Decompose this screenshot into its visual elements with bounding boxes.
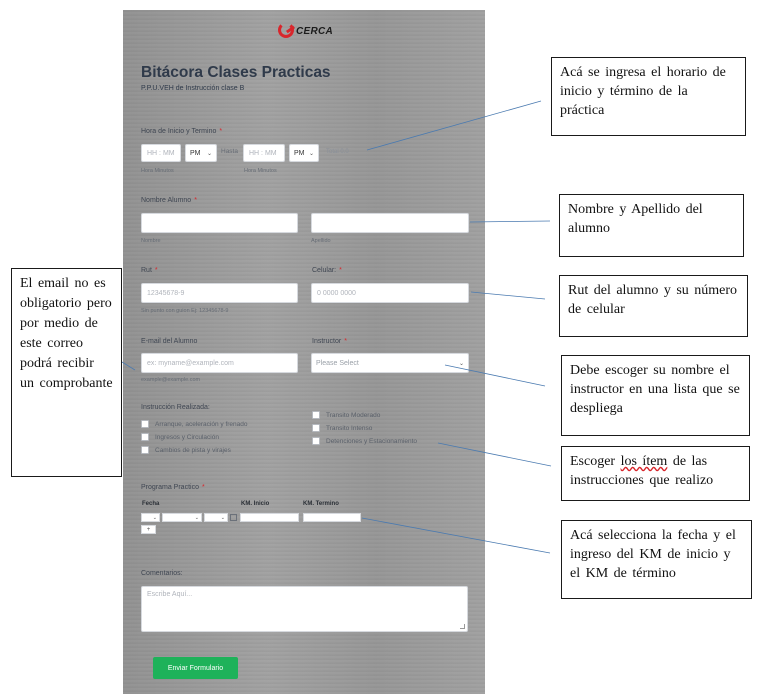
hora-inicio-ampm-select[interactable]: PM ⌄ — [185, 144, 217, 162]
chevron-down-icon: ⌄ — [220, 514, 225, 521]
checkbox-transito-moderado[interactable]: Transito Moderado — [312, 411, 417, 419]
calendar-icon[interactable] — [230, 514, 237, 521]
form-subtitle: P.P.U.VEH de Instrucción clase B — [141, 85, 245, 92]
hora-termino-ampm-select[interactable]: PM ⌄ — [289, 144, 319, 162]
nombre-input[interactable] — [141, 213, 298, 233]
programa-label: Programa Practico * — [141, 484, 205, 491]
checkbox-box[interactable] — [312, 411, 320, 419]
hora-total: Total 0.0 — [326, 149, 349, 155]
chevron-down-icon: ⌄ — [152, 514, 157, 521]
comentarios-textarea[interactable] — [141, 586, 468, 632]
note-fecha: Acá selecciona la fecha y el ingreso del KM de inicio y el KM de término — [561, 520, 752, 599]
km-inicio-input[interactable] — [240, 513, 299, 522]
comentarios-label: Comentarios: — [141, 570, 183, 577]
rut-input[interactable]: 12345678-9 — [141, 283, 298, 303]
hora-inicio-sublabel: Hora Minutos — [141, 168, 174, 174]
note-items: Escoger los ítem de las instrucciones que realizo — [561, 446, 750, 501]
submit-button[interactable]: Enviar Formulario — [153, 657, 238, 679]
resize-handle-icon[interactable] — [460, 624, 465, 629]
email-input[interactable]: ex: myname@example.com — [141, 353, 298, 373]
celular-input[interactable]: 0 0000 0000 — [311, 283, 469, 303]
instructor-label: Instructor * — [312, 338, 347, 345]
note-instructor: Debe escoger su nombre el instructor en una lista que se despliega — [561, 355, 750, 436]
note-horario: Acá se ingresa el horario de inicio y término de la práctica — [551, 57, 746, 136]
email-label: E-mail del Alumno — [141, 338, 198, 345]
checkbox-box[interactable] — [141, 446, 149, 454]
checkbox-arranque[interactable]: Arranque, aceleración y frenado — [141, 420, 248, 428]
col-km-termino-header: KM. Termino — [303, 501, 339, 507]
km-termino-input[interactable] — [303, 513, 361, 522]
cerca-logo — [278, 18, 338, 44]
comentarios-placeholder: Escribe Aquí... — [147, 591, 193, 598]
col-km-inicio-header: KM. Inicio — [241, 501, 270, 507]
checkbox-detenciones[interactable]: Detenciones y Estacionamiento — [312, 437, 417, 445]
checkbox-box[interactable] — [312, 437, 320, 445]
chevron-down-icon: ⌄ — [206, 150, 212, 157]
email-sublabel: example@example.com — [141, 377, 201, 383]
rut-sublabel: Sin punto con guion Ej: 12345678-9 — [141, 308, 229, 314]
fecha-month-select[interactable] — [162, 513, 202, 522]
col-fecha-header: Fecha — [142, 501, 160, 507]
nombre-label: Nombre Alumno * — [141, 197, 197, 204]
underlined-los-item: los ítem — [620, 454, 668, 469]
note-email: El email no es obligatorio pero por medio de este correo podrá recibir un comprobante — [11, 268, 122, 477]
hora-termino-sublabel: Hora Minutos — [244, 168, 277, 174]
checkbox-cambios-pista[interactable]: Cambios de pista y virajes — [141, 446, 248, 454]
nombre-sublabel: Nombre — [141, 238, 161, 244]
instruccion-left-list — [141, 420, 248, 454]
checkbox-box[interactable] — [141, 433, 149, 441]
celular-label: Celular: * — [312, 267, 342, 274]
chevron-down-icon: ⌄ — [458, 360, 464, 367]
checkbox-box[interactable] — [312, 424, 320, 432]
hora-inicio-input[interactable]: HH : MM — [141, 144, 181, 162]
apellido-input[interactable] — [311, 213, 469, 233]
hasta-label: Hasta — [221, 148, 238, 155]
chevron-down-icon: ⌄ — [194, 514, 199, 521]
hora-label: Hora de Inicio y Termino * — [141, 128, 223, 135]
rut-label: Rut * — [141, 267, 158, 274]
form-panel — [123, 10, 485, 694]
form-title: Bitácora Clases Practicas — [141, 64, 331, 81]
instruccion-right-list — [312, 411, 417, 445]
add-row-button[interactable]: + — [141, 525, 156, 534]
checkbox-box[interactable] — [141, 420, 149, 428]
apellido-sublabel: Apellido — [311, 238, 331, 244]
hora-termino-input[interactable]: HH : MM — [243, 144, 285, 162]
fecha-year-select[interactable] — [204, 513, 228, 522]
instructor-select[interactable]: Please Select ⌄ — [311, 353, 469, 373]
checkbox-ingresos[interactable]: Ingresos y Circulación — [141, 433, 248, 441]
logo-text: CERCA — [296, 26, 334, 37]
checkbox-transito-intenso[interactable]: Transito Intenso — [312, 424, 417, 432]
note-nombre: Nombre y Apellido del alumno — [559, 194, 744, 257]
fecha-day-select[interactable] — [141, 513, 160, 522]
note-rut: Rut del alumno y su número de celular — [559, 275, 748, 337]
chevron-down-icon: ⌄ — [308, 150, 314, 157]
instruccion-label: Instrucción Realizada: — [141, 404, 210, 411]
